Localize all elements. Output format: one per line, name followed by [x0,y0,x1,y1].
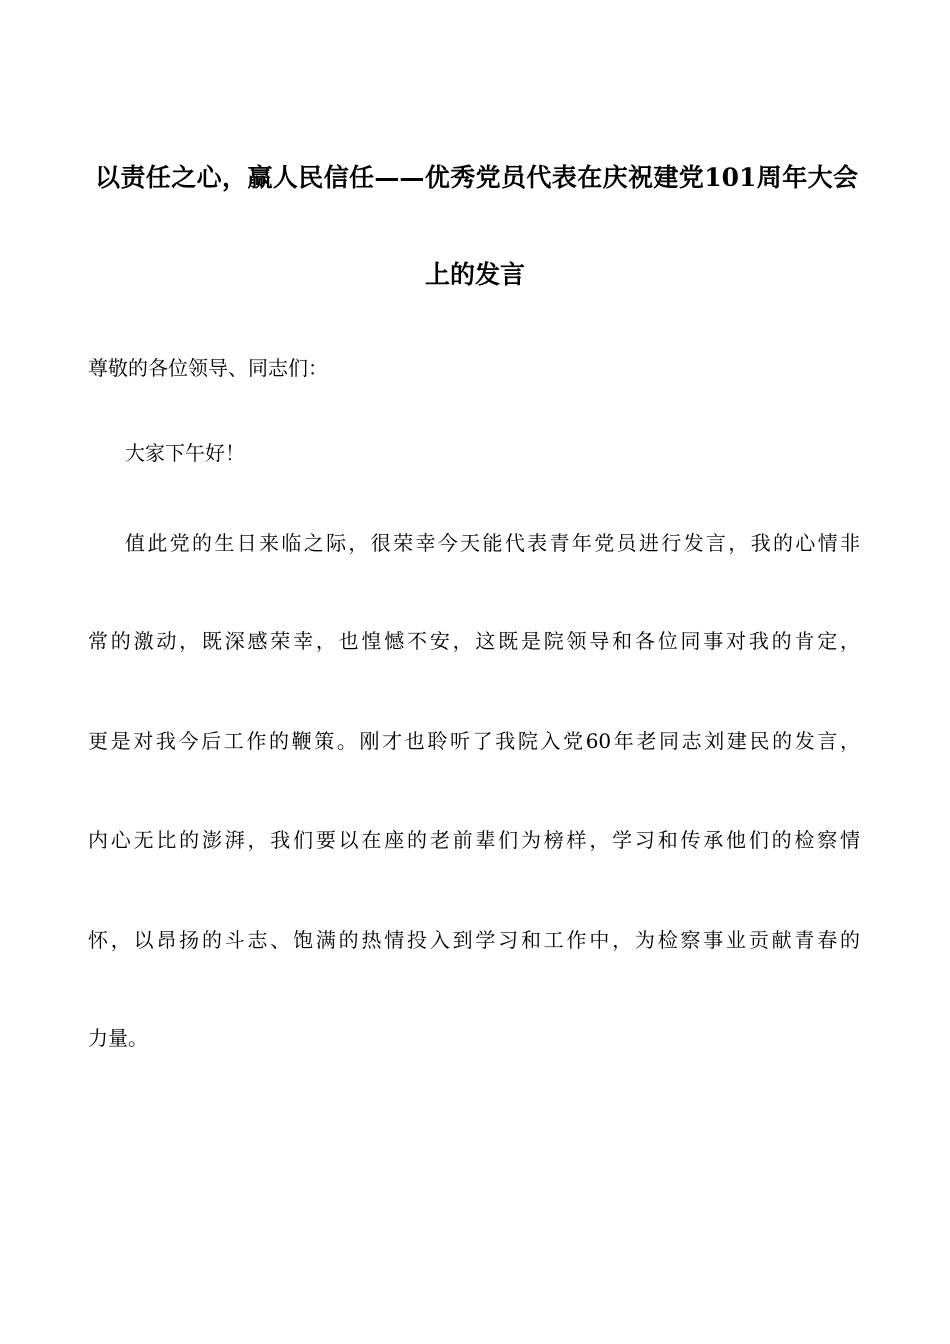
salutation: 尊敬的各位领导、同志们： [88,356,328,380]
paragraph-line-6: 力量。 [88,1026,148,1050]
paragraph-line-4: 内心无比的澎湃，我们要以在座的老前辈们为榜样，学习和传承他们的检察情 [88,828,860,852]
paragraph-line-1: 值此党的生日来临之际，很荣幸今天能代表青年党员进行发言，我的心情非 [125,531,860,555]
document-title-line-1: 以责任之心，赢人民信任——优秀党员代表在庆祝建党101周年大会 [95,163,858,192]
document-title-line-2: 上的发言 [424,260,525,289]
paragraph-line-5: 怀，以昂扬的斗志、饱满的热情投入到学习和工作中，为检察事业贡献青春的 [88,928,860,952]
paragraph-line-2: 常的激动，既深感荣幸，也惶憾不安，这既是院领导和各位同事对我的肯定， [88,629,860,653]
paragraph-line-3: 更是对我今后工作的鞭策。刚才也聆听了我院入党60年老同志刘建民的发言， [88,729,860,753]
greeting: 大家下午好！ [125,441,245,465]
